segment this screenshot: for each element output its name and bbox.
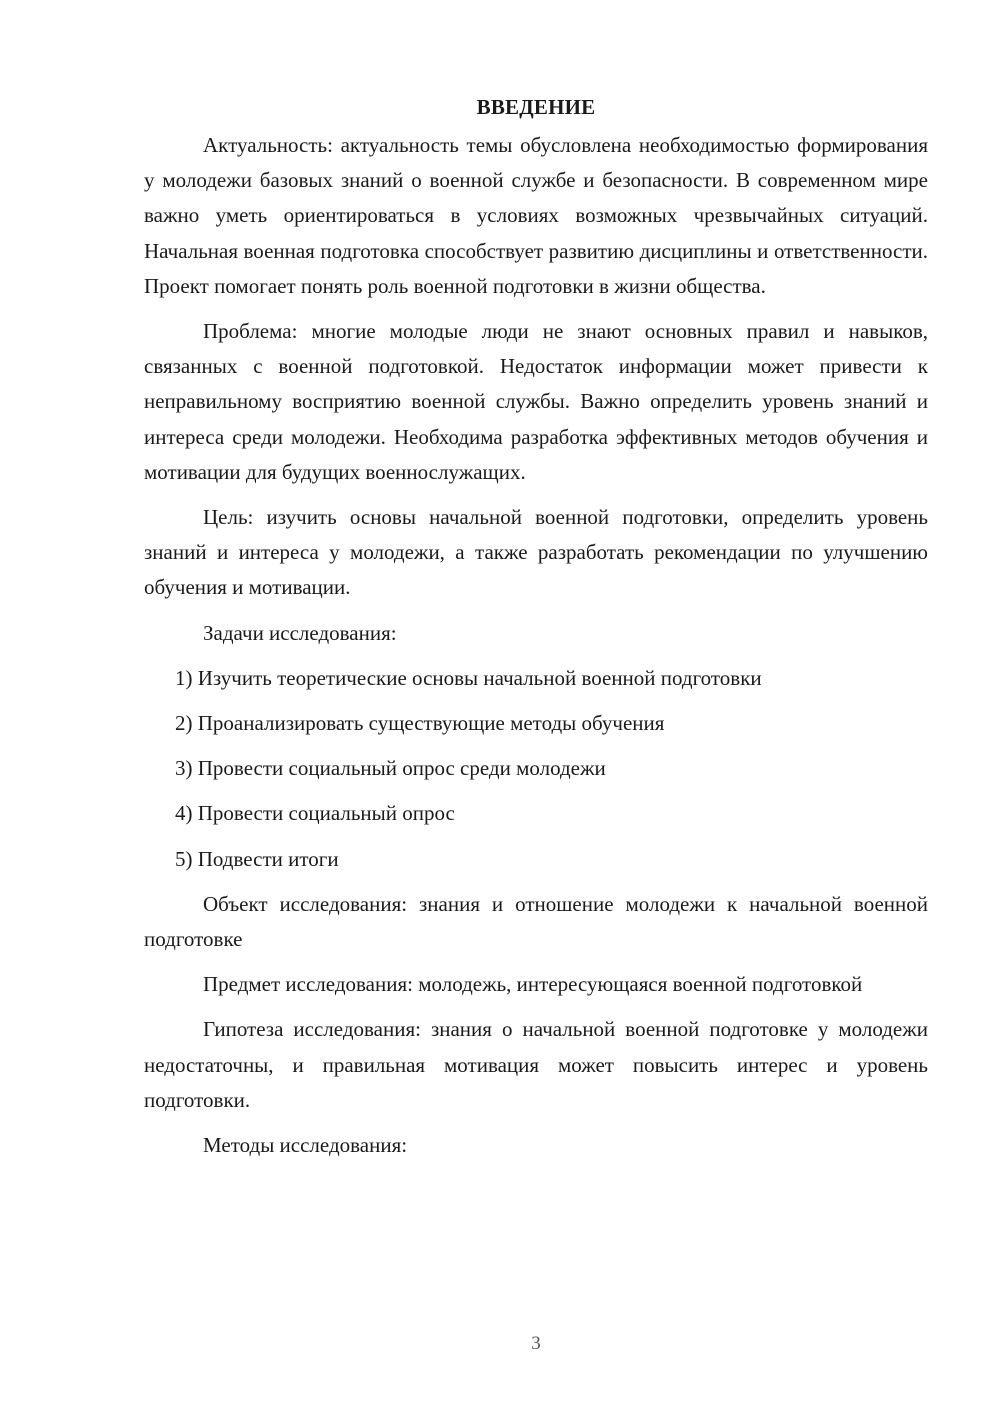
tasks-list (144, 661, 928, 877)
relevance-paragraph: Актуальность: актуальность темы обусловлена необходимостью формирования у молодежи базовых знаний о военной службе и безопасности. В современном мире важно уметь ориентироваться в условиях возможных чрезвычайных ситуаций. Начальная военная подготовка способствует развитию дисциплины и ответственности. Проект помогает понять роль военной подготовки в жизни общества. (144, 133, 928, 298)
task-item: 2) Проанализировать существующие методы обучения (175, 711, 665, 736)
page-title: ВВЕДЕНИЕ (476, 95, 596, 119)
object-paragraph: Объект исследования: знания и отношение молодежи к начальной военной подготовке (144, 891, 928, 952)
tasks-heading: Задачи исследования: (203, 620, 397, 645)
task-item: 3) Провести социальный опрос среди молодежи (175, 756, 606, 781)
subject-paragraph: Предмет исследования: молодежь, интересующаяся военной подготовкой (203, 972, 863, 997)
task-item: 5) Подвести итоги (175, 846, 339, 871)
page-content (144, 92, 928, 1173)
hypothesis-paragraph: Гипотеза исследования: знания о начальной военной подготовке у молодежи недостаточны, и правильная мотивация может повысить интерес и уровень подготовки. (144, 1017, 928, 1112)
task-item: 4) Провести социальный опрос (175, 801, 455, 826)
task-item: 1) Изучить теоретические основы начальной военной подготовки (175, 665, 762, 690)
goal-paragraph: Цель: изучить основы начальной военной подготовки, определить уровень знаний и интереса у молодежи, а также разработать рекомендации по улучшению обучения и мотивации. (144, 505, 928, 600)
methods-heading: Методы исследования: (203, 1133, 408, 1158)
problem-paragraph: Проблема: многие молодые люди не знают основных правил и навыков, связанных с военной подготовкой. Недостаток информации может привести к неправильному восприятию военной службы. Важно определить уровень знаний и интереса среди молодежи. Необходима разработка эффективных методов обучения и мотивации для будущих военнослужащих. (144, 319, 928, 484)
page-number: 3 (531, 1333, 541, 1354)
